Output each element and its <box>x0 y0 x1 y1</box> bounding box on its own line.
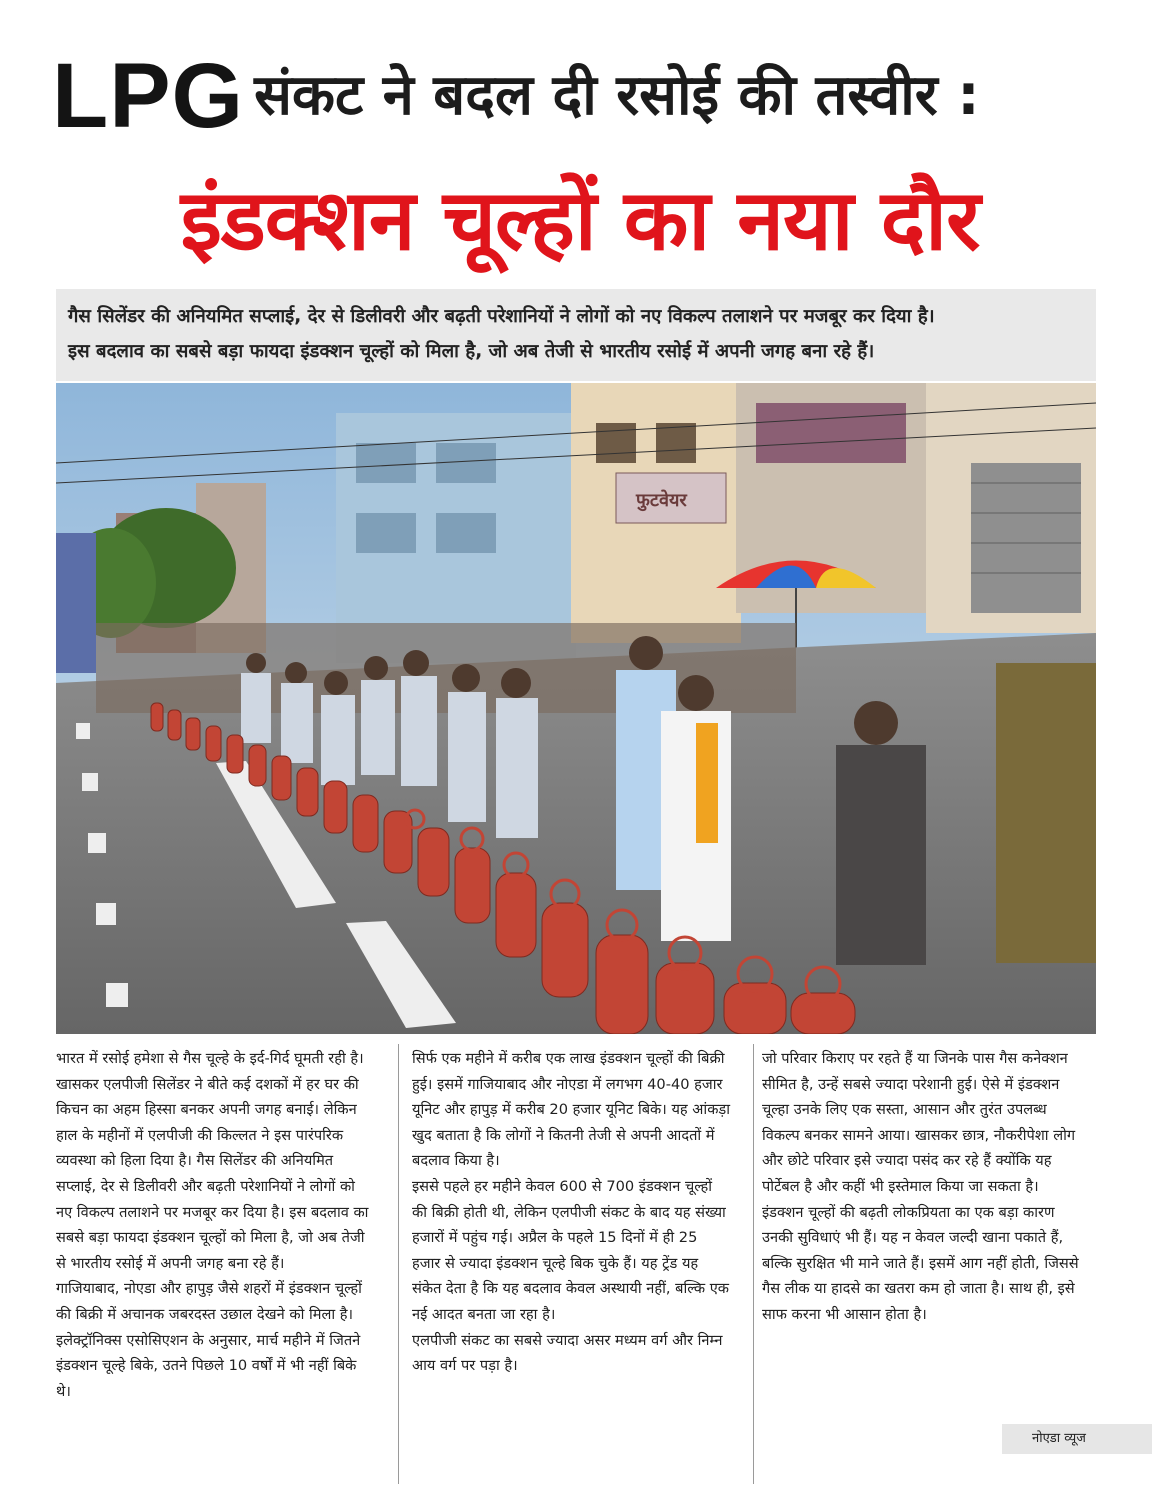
summary-line-2: इस बदलाव का सबसे बड़ा फायदा इंडक्शन चूल्हों को मिला है, जो अब तेजी से भारतीय रसोई में अपनी जगह बना रहे हैं। <box>68 341 875 362</box>
headline-line-1-text: संकट ने बदल दी रसोई की तस्वीर : <box>254 63 980 128</box>
paragraph: इंडक्शन चूल्हों की बढ़ती लोकप्रियता का एक बड़ा कारण उनकी सुविधाएं भी हैं। यह न केवल जल्दी खाना पकाते हैं, बल्कि सुरक्षित भी माने जाते हैं। इसमें आग नहीं होती, जिससे गैस लीक या हादसे का खतरा कम हो जाता है। साथ ही, इसे साफ करना भी आसान होता है। <box>762 1203 1079 1323</box>
paragraph: इससे पहले हर महीने केवल 600 से 700 इंडक्शन चूल्हों की बिक्री होती थी, लेकिन एलपीजी संकट के बाद यह संख्या हजारों में पहुंच गई। अप्रैल के पहले 15 दिनों में ही 25 हजार से ज्यादा इंडक्शन चूल्हे बिक चुके हैं। यह ट्रेंड यह संकेत देता है कि यह बदलाव केवल अस्थायी नहीं, बल्कि एक नई आदत बनता जा रहा है। <box>412 1177 730 1323</box>
news-photo <box>56 383 1096 1034</box>
paragraph: सिर्फ एक महीने में करीब एक लाख इंडक्शन चूल्हों की बिक्री हुई। इसमें गाजियाबाद और नोएडा में लगभग 40-40 हजार यूनिट और हापुड़ में करीब 20 हजार यूनिट बिके। यह आंकड़ा खुद बताता है कि लोगों ने कितनी तेजी से अपनी आदतों में बदलाव किया है। <box>412 1050 731 1170</box>
paragraph: भारत में रसोई हमेशा से गैस चूल्हे के इर्द-गिर्द घूमती रही है। खासकर एलपीजी सिलेंडर ने बीते कई दशकों में हर घर की किचन का अहम हिस्सा बनकर अपनी जगह बनाई। लेकिन हाल के महीनों में एलपीजी की किल्लत ने इस पारंपरिक व्यवस्था को हिला दिया है। गैस सिलेंडर की अनियमित सप्लाई, देर से डिलीवरी और बढ़ती परेशानियों ने लोगों को नए विकल्प तलाशने पर मजबूर कर दिया है। इस बदलाव का सबसे बड़ा फायदा इंडक्शन चूल्हों को मिला है, जो अब तेजी से भारतीय रसोई में अपनी जगह बना रहे हैं। <box>56 1050 369 1272</box>
paragraph: गाजियाबाद, नोएडा और हापुड़ जैसे शहरों में इंडक्शन चूल्हों की बिक्री में अचानक जबरदस्त उछाल देखने को मिला है। इलेक्ट्रॉनिक्स एसोसिएशन के अनुसार, मार्च महीने में जितने इंडक्शन चूल्हे बिके, उतने पिछले 10 वर्षों में भी नहीं बिके थे। <box>56 1280 362 1400</box>
headline-line-1 <box>52 45 1112 147</box>
article-column-1 <box>56 1046 374 1404</box>
article-column-2 <box>412 1046 730 1379</box>
headline-lpg: LPG <box>52 45 245 147</box>
summary-line-1: गैस सिलेंडर की अनियमित सप्लाई, देर से डिलीवरी और बढ़ती परेशानियों ने लोगों को नए विकल्प तलाशने पर मजबूर कर दिया है। <box>68 306 935 327</box>
source-credit: नोएडा व्यूज <box>1002 1424 1152 1454</box>
headline-line-2: इंडक्शन चूल्हों का नया दौर <box>180 171 980 269</box>
paragraph: एलपीजी संकट का सबसे ज्यादा असर मध्यम वर्ग और निम्न आय वर्ग पर पड़ा है। <box>412 1331 723 1375</box>
photo-illustration <box>56 383 1096 1034</box>
article-body <box>56 1046 1096 1476</box>
summary-box <box>56 289 1096 381</box>
article-column-3 <box>762 1046 1080 1328</box>
shop-signboard-text: फुटवेयर <box>636 490 687 511</box>
paragraph: जो परिवार किराए पर रहते हैं या जिनके पास गैस कनेक्शन सीमित है, उन्हें सबसे ज्यादा परेशानी हुई। ऐसे में इंडक्शन चूल्हा उनके लिए एक सस्ता, आसान और तुरंत उपलब्ध विकल्प बनकर सामने आया। खासकर छात्र, नौकरीपेशा लोग और छोटे परिवार इसे ज्यादा पसंद कर रहे हैं क्योंकि यह पोर्टेबल है और कहीं भी इस्तेमाल किया जा सकता है। <box>762 1050 1076 1195</box>
